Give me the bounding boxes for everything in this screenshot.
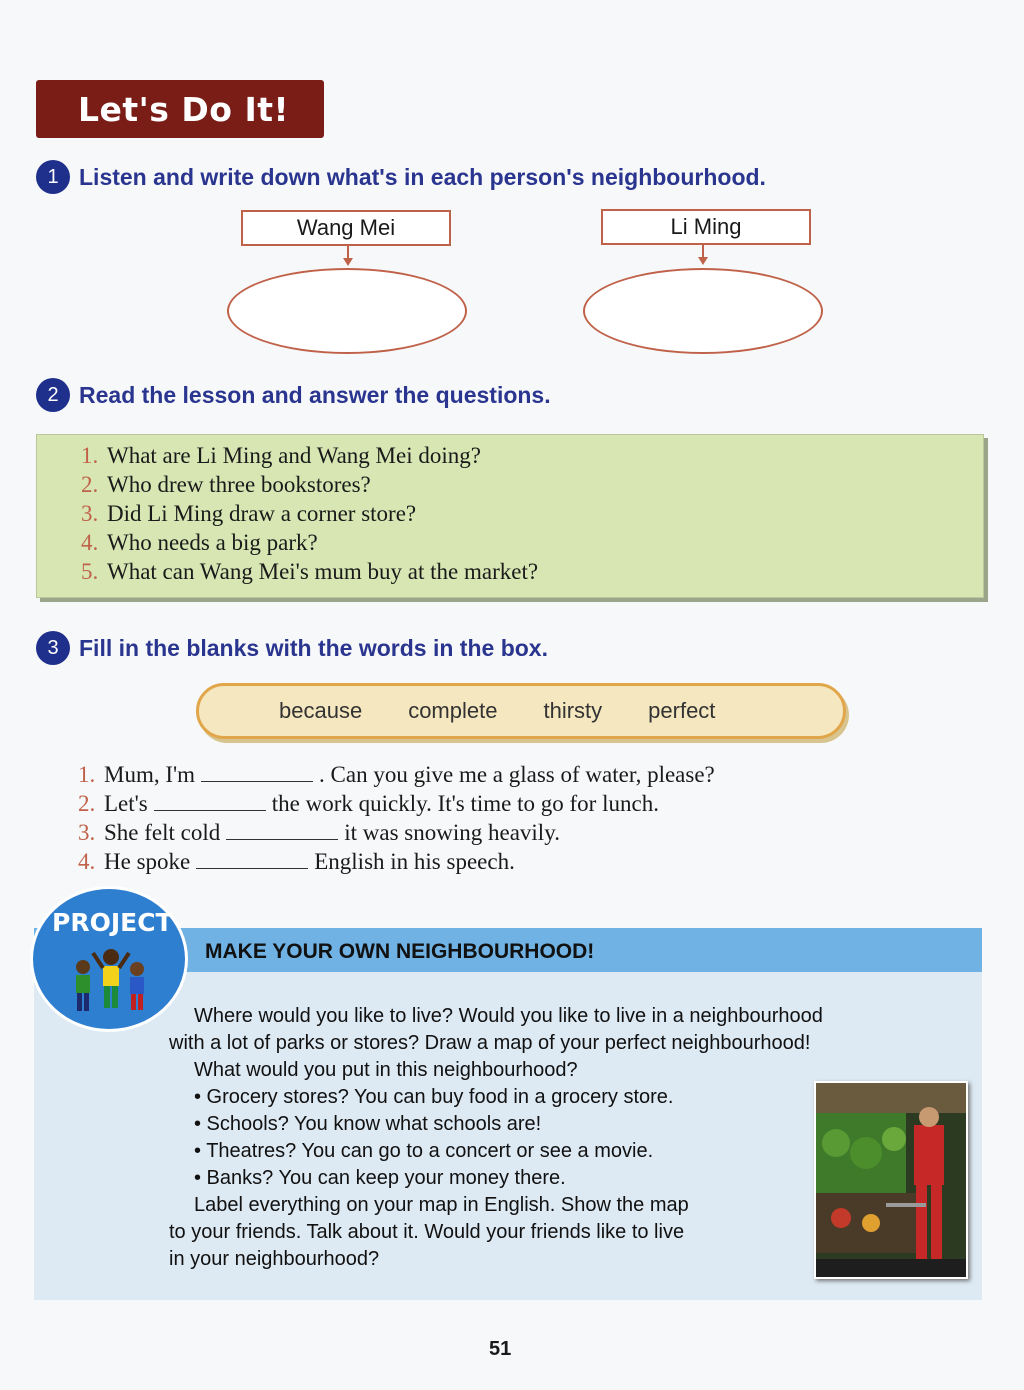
question-item xyxy=(81,470,983,499)
fill-item xyxy=(78,760,715,789)
blank-input[interactable] xyxy=(196,848,308,869)
question-number: 2. xyxy=(81,472,99,497)
project-text-line: What would you put in this neighbourhood? xyxy=(194,1059,578,1081)
section-number-badge: 3 xyxy=(36,631,70,665)
section-title: Fill in the blanks with the words in the box. xyxy=(79,634,548,661)
section-number-badge: 1 xyxy=(36,160,70,194)
fill-item xyxy=(78,789,715,818)
child-figure xyxy=(130,962,144,1010)
section-1-heading xyxy=(36,160,766,194)
question-text: Who needs a big park? xyxy=(107,530,318,555)
child-figure xyxy=(76,960,90,1011)
item-number: 3. xyxy=(78,820,96,845)
section-title: Read the lesson and answer the questions. xyxy=(79,381,551,408)
section-2-heading xyxy=(36,378,551,412)
question-number: 1. xyxy=(81,443,99,468)
project-text-line: Where would you like to live? Would you like to live in a neighbourhood xyxy=(194,1005,823,1027)
project-label: PROJECT xyxy=(52,908,173,937)
fill-item xyxy=(78,847,715,876)
sentence-end: it was snowing heavily. xyxy=(344,820,560,845)
sentence-end: . Can you give me a glass of water, please? xyxy=(319,762,715,787)
project-bullet: • Banks? You can keep your money there. xyxy=(194,1167,566,1189)
sentence-end: English in his speech. xyxy=(314,849,515,874)
sentence-start: She felt cold xyxy=(104,820,221,845)
question-number: 3. xyxy=(81,501,99,526)
fill-in-list xyxy=(78,760,715,876)
child-figure xyxy=(93,949,129,1008)
project-text-line: in your neighbourhood? xyxy=(169,1248,380,1270)
project-text-line: to your friends. Talk about it. Would your friends like to live xyxy=(169,1221,685,1243)
project-text-line: Label everything on your map in English. Show the map xyxy=(194,1194,689,1216)
fill-item xyxy=(78,818,715,847)
name-box-li-ming: Li Ming xyxy=(601,209,811,245)
question-text: Who drew three bookstores? xyxy=(107,472,371,497)
page-number: 51 xyxy=(489,1338,512,1360)
question-text: Did Li Ming draw a corner store? xyxy=(107,501,417,526)
lets-do-it-title xyxy=(36,80,324,138)
sentence-start: He spoke xyxy=(104,849,191,874)
project-bullet: • Schools? You know what schools are! xyxy=(194,1113,542,1135)
arrow-line xyxy=(702,245,704,257)
word-thirsty: thirsty xyxy=(543,698,603,723)
name-box-wang-mei: Wang Mei xyxy=(241,210,451,246)
question-item xyxy=(81,557,983,586)
question-item xyxy=(81,528,983,557)
answer-oval-wang-mei[interactable] xyxy=(227,268,467,354)
word-because: because xyxy=(279,698,363,723)
arrow-down-icon xyxy=(343,258,353,266)
grocery-photo-illustration xyxy=(816,1083,966,1277)
blank-input[interactable] xyxy=(226,819,338,840)
sentence-start: Mum, I'm xyxy=(104,762,196,787)
question-number: 4. xyxy=(81,530,99,555)
arrow-line xyxy=(347,246,349,258)
blank-input[interactable] xyxy=(201,761,313,782)
question-number: 5. xyxy=(81,559,99,584)
blank-input[interactable] xyxy=(154,790,266,811)
project-title: MAKE YOUR OWN NEIGHBOURHOOD! xyxy=(205,940,595,963)
section-number-badge: 2 xyxy=(36,378,70,412)
item-number: 2. xyxy=(78,791,96,816)
section-3-heading xyxy=(36,631,548,665)
word-bank xyxy=(196,683,846,739)
project-bullet: • Grocery stores? You can buy food in a grocery store. xyxy=(194,1086,674,1108)
project-text-line: with a lot of parks or stores? Draw a map of your perfect neighbourhood! xyxy=(169,1032,811,1054)
question-item xyxy=(81,499,983,528)
question-item xyxy=(81,441,983,470)
word-complete: complete xyxy=(408,698,498,723)
grocery-store-photo xyxy=(814,1081,968,1279)
question-text: What can Wang Mei's mum buy at the market? xyxy=(107,559,539,584)
sentence-end: the work quickly. It's time to go for lunch. xyxy=(271,791,659,816)
section-title: Listen and write down what's in each person's neighbourhood. xyxy=(79,163,766,190)
answer-oval-li-ming[interactable] xyxy=(583,268,823,354)
item-number: 1. xyxy=(78,762,96,787)
questions-box xyxy=(36,434,984,598)
word-perfect: perfect xyxy=(648,698,716,723)
sentence-start: Let's xyxy=(104,791,148,816)
project-bullet: • Theatres? You can go to a concert or see a movie. xyxy=(194,1140,654,1162)
title-text: Let's Do It! xyxy=(78,89,290,129)
arrow-down-icon xyxy=(698,257,708,265)
item-number: 4. xyxy=(78,849,96,874)
question-text: What are Li Ming and Wang Mei doing? xyxy=(107,443,481,468)
